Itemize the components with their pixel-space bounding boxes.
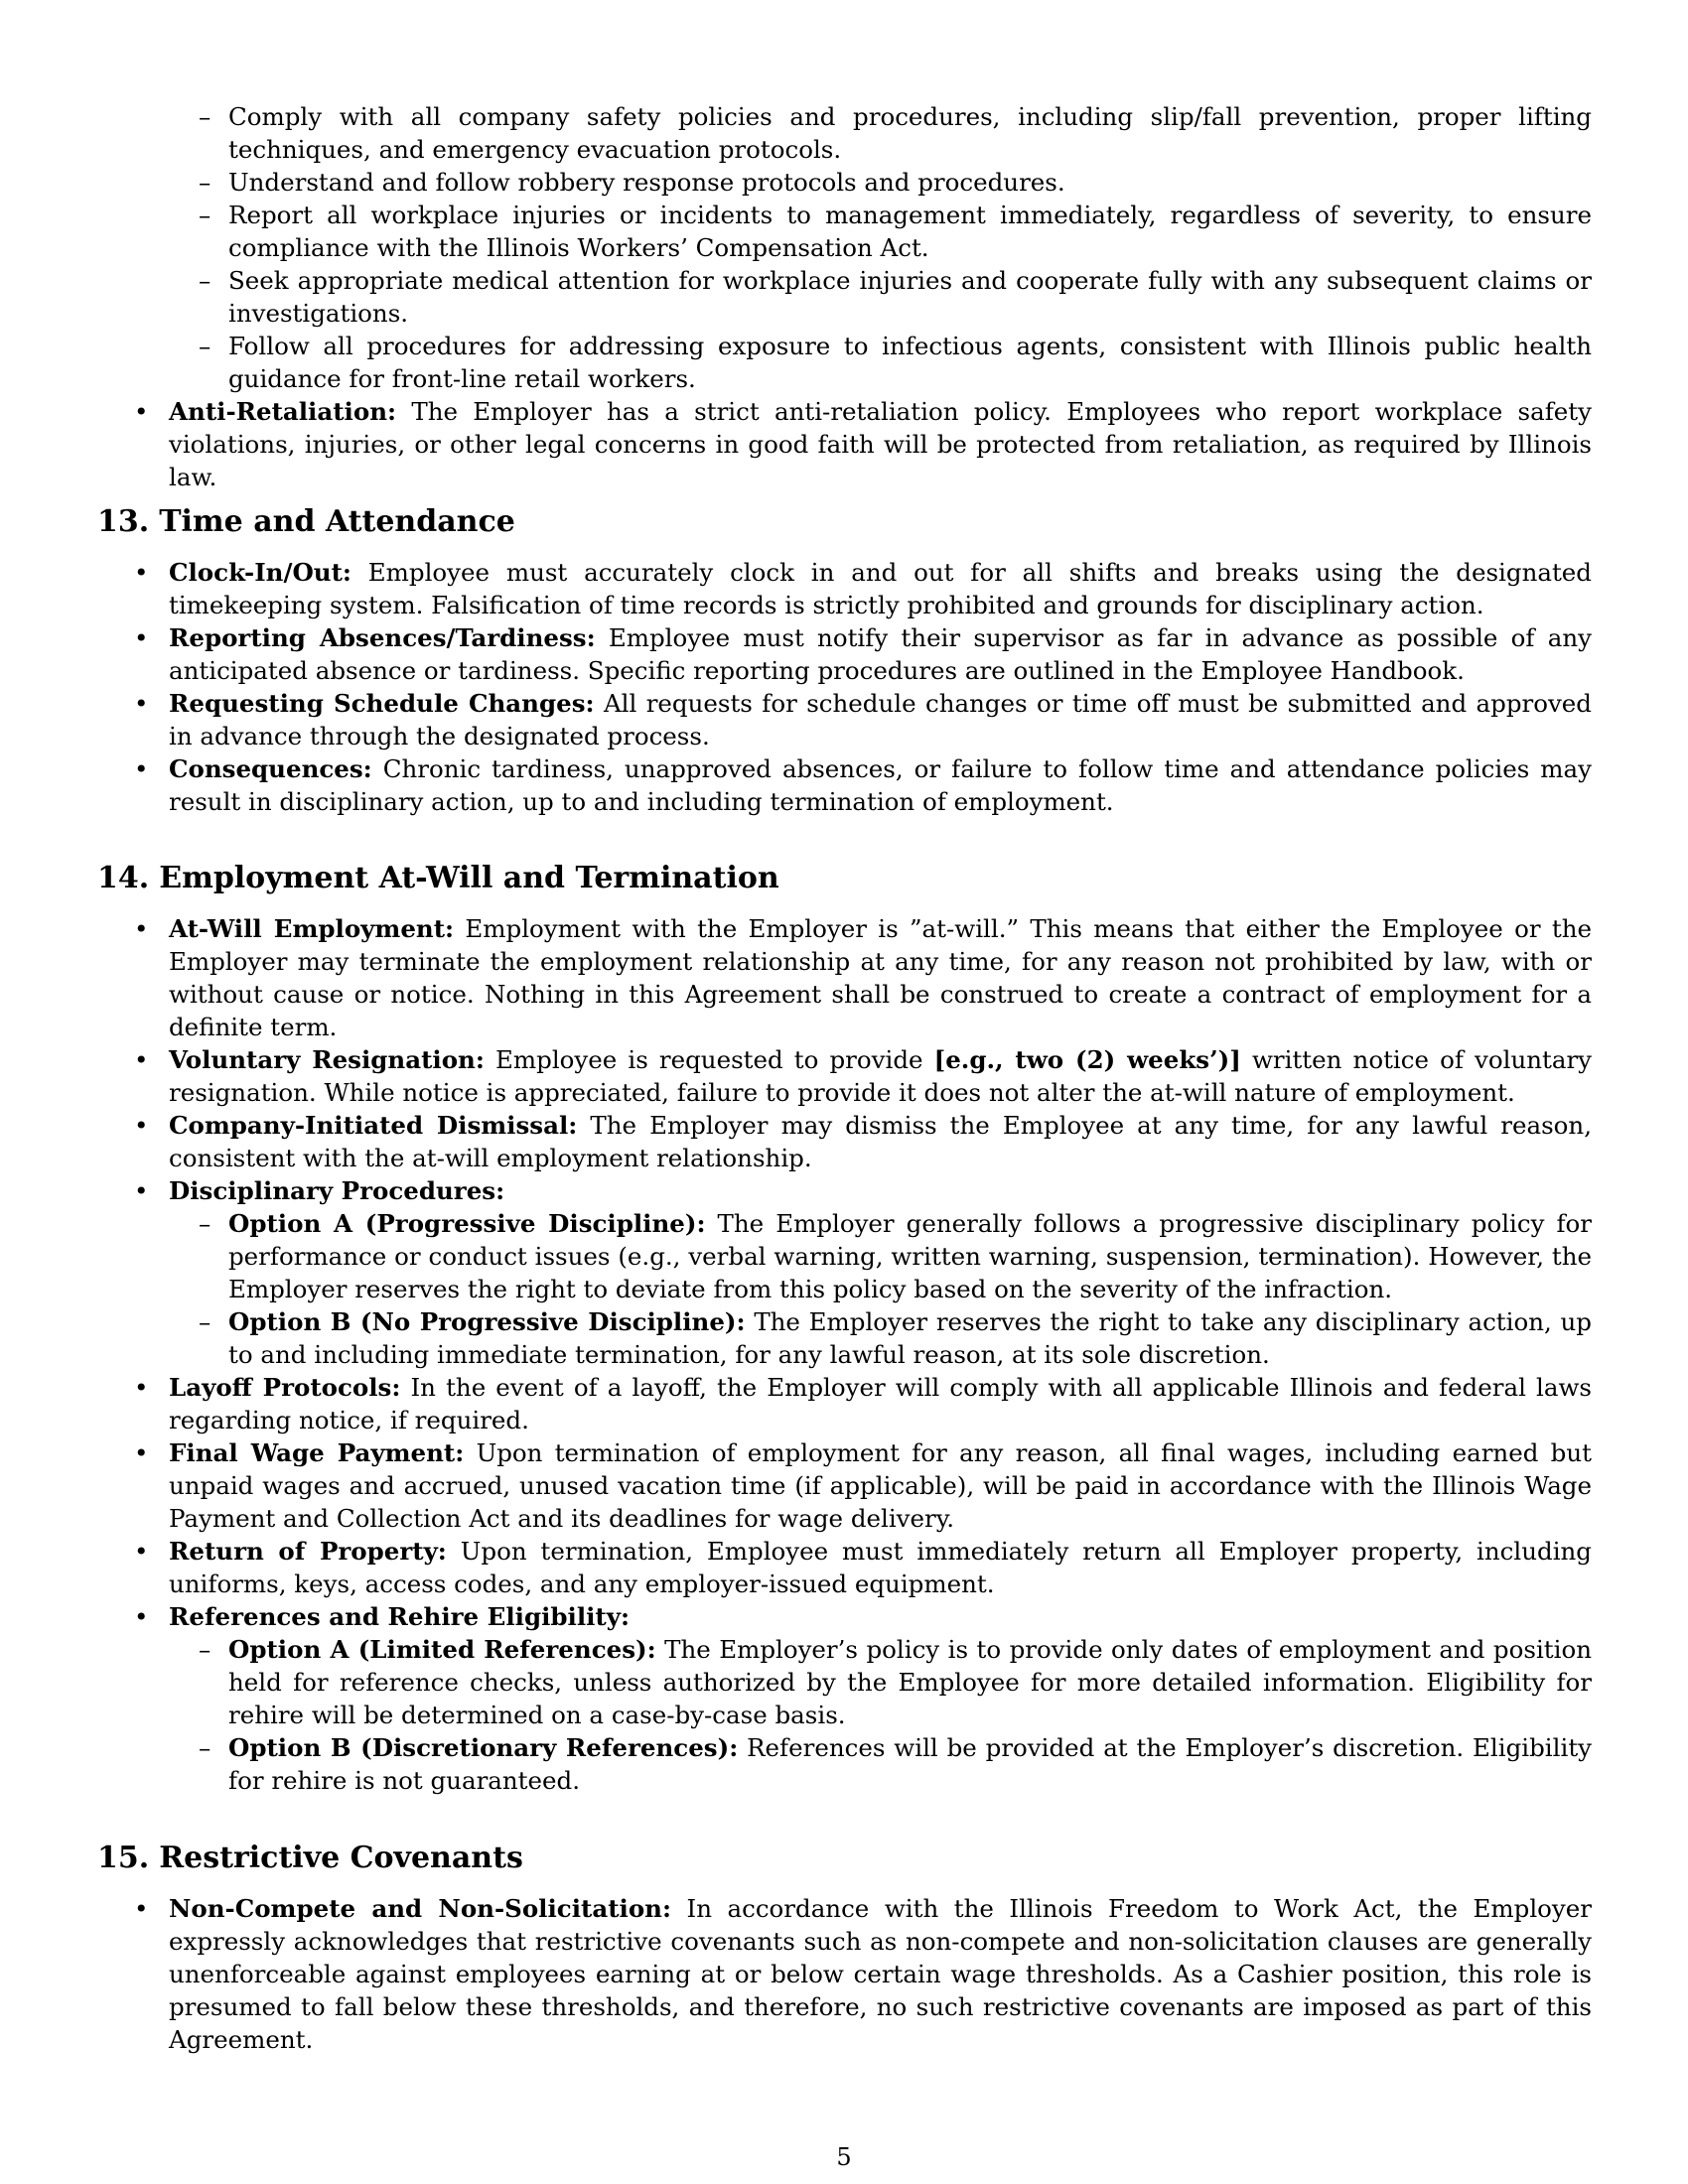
safety-subitem: – Seek appropriate medical attention for workplace injuries and cooperate fully with any subsequent claims or investigations. <box>169 264 1592 330</box>
item-label: Reporting Absences/Tardiness: <box>169 623 596 652</box>
item-label: Non-Compete and Non-Solicitation: <box>169 1894 672 1923</box>
item-text: All requests for schedule changes or time off must be submitted and approved in advance through the designated process. <box>169 689 1592 751</box>
section-13 <box>97 502 1592 818</box>
option-text: The Employer’s policy is to provide only dates of employment and position held for reference checks, unless authorized by the Employee for more detailed information. Eligibility for rehire will be determined on a case-by-case basis. <box>228 1635 1592 1729</box>
section-heading <box>97 502 1592 542</box>
section-15 <box>97 1839 1592 2056</box>
option-label: Option A (Limited References): <box>228 1635 656 1664</box>
list-item <box>97 1436 1592 1535</box>
option-item <box>169 1633 1592 1731</box>
list-item <box>97 752 1592 818</box>
item-text: Employment with the Employer is ”at-will.” This means that either the Employee or the Employer may terminate the employment relationship at any time, for any reason not prohibited by law, with or without cause or notice. Nothing in this Agreement shall be construed to create a contract of employment for a definite term. <box>169 914 1592 1041</box>
item-text: Employee must accurately clock in and out for all shifts and breaks using the designated timekeeping system. Falsification of time records is strictly prohibited and grounds for disciplinary action. <box>169 558 1592 619</box>
section-number: 15. <box>97 1841 150 1875</box>
safety-subitem: – Understand and follow robbery response protocols and procedures. <box>169 166 1592 199</box>
section-number: 14. <box>97 861 150 895</box>
list-item <box>97 1109 1592 1174</box>
option-label: Option A (Progressive Discipline): <box>228 1209 706 1238</box>
item-label: Requesting Schedule Changes: <box>169 689 595 718</box>
item-text: The Employer has a strict anti-retaliation policy. Employees who report workplace safety violations, injuries, or other legal concerns in good faith will be protected from retaliation, as required by Illinois law. <box>169 397 1592 491</box>
item-label: Consequences: <box>169 754 372 783</box>
list-item <box>97 1174 1592 1371</box>
section-number: 13. <box>97 504 150 539</box>
safety-subitem: – Comply with all company safety policies and procedures, including slip/fall prevention, proper lifting techniques, and emergency evacuation protocols. <box>169 100 1592 166</box>
section-heading <box>97 1839 1592 1878</box>
list-item <box>97 912 1592 1043</box>
page-number: 5 <box>836 2143 852 2171</box>
item-text: Chronic tardiness, unapproved absences, or failure to follow time and attendance policies may result in disciplinary action, up to and including termination of employment. <box>169 754 1592 816</box>
list-item <box>97 621 1592 687</box>
item-label: Return of Property: <box>169 1537 447 1566</box>
section-heading <box>97 859 1592 898</box>
item-label: Voluntary Resignation: <box>169 1045 485 1074</box>
item-text: In accordance with the Illinois Freedom to Work Act, the Employer expressly acknowledges that restrictive covenants such as non-compete and non-solicitation clauses are generally unenforceable against employees earning at or below certain wage thresholds. As a Cashier position, this role is presumed to fall below these thresholds, and therefore, no such restrictive covenants are imposed as part of this Agreement. <box>169 1894 1592 2054</box>
item-label: Company-Initiated Dismissal: <box>169 1111 578 1140</box>
list-item <box>97 1043 1592 1109</box>
safety-subitem: – Report all workplace injuries or incidents to management immediately, regardless of severity, to ensure compliance with the Illinois Workers’ Compensation Act. <box>169 199 1592 264</box>
item-text: written notice of voluntary resignation. While notice is appreciated, failure to provide it does not alter the at-will nature of employment. <box>169 1045 1593 1107</box>
option-item <box>169 1305 1592 1371</box>
section-title: Restrictive Covenants <box>159 1841 523 1875</box>
anti-retaliation-item <box>97 395 1592 493</box>
safety-subitem: – Follow all procedures for addressing exposure to infectious agents, consistent with Illinois public health guidance for front-line retail workers. <box>169 330 1592 395</box>
option-text: References will be provided at the Employer’s discretion. Eligibility for rehire is not guaranteed. <box>228 1733 1593 1795</box>
option-label: Option B (Discretionary References): <box>228 1733 739 1762</box>
list-item <box>97 687 1592 752</box>
option-item <box>169 1207 1592 1305</box>
section-title: Time and Attendance <box>159 504 515 539</box>
section-14 <box>97 859 1592 1797</box>
item-label: Clock-In/Out: <box>169 558 352 587</box>
item-label: At-Will Employment: <box>169 914 455 943</box>
option-item <box>169 1731 1592 1797</box>
item-text: Upon termination, Employee must immediately return all Employer property, including uniforms, keys, access codes, and any employer-issued equipment. <box>169 1537 1592 1598</box>
item-label: Anti-Retaliation: <box>169 397 397 426</box>
list-item <box>97 556 1592 621</box>
list-item <box>97 1892 1592 2056</box>
section-title: Employment At-Will and Termination <box>159 861 779 895</box>
list-item <box>97 1600 1592 1797</box>
item-text: Employee is requested to provide <box>484 1045 934 1074</box>
item-text: The Employer may dismiss the Employee at any time, for any lawful reason, consistent with the at-will employment relationship. <box>169 1111 1592 1172</box>
item-label: Layoff Protocols: <box>169 1373 401 1402</box>
safety-continuation <box>97 100 1592 493</box>
safety-subitems-container <box>97 100 1592 395</box>
item-text: Upon termination of employment for any reason, all final wages, including earned but unpaid wages and accrued, unused vacation time (if applicable), will be paid in accordance with the Illinois Wage Payment and Collection Act and its deadlines for wage delivery. <box>169 1438 1592 1533</box>
list-item <box>97 1535 1592 1600</box>
list-item <box>97 1371 1592 1436</box>
item-label: Final Wage Payment: <box>169 1438 465 1467</box>
option-text: The Employer reserves the right to take any disciplinary action, up to and including immediate termination, for any lawful reason, at its sole discretion. <box>228 1307 1592 1369</box>
option-label: Option B (No Progressive Discipline): <box>228 1307 746 1336</box>
item-label: References and Rehire Eligibility: <box>169 1602 631 1631</box>
item-text: Employee must notify their supervisor as far in advance as possible of any anticipated absence or tardiness. Specific reporting procedures are outlined in the Employee Handbook. <box>169 623 1592 685</box>
placeholder-notice-period: [e.g., two (2) weeks’)] <box>933 1045 1241 1074</box>
option-text: The Employer generally follows a progressive disciplinary policy for performance or conduct issues (e.g., verbal warning, written warning, suspension, termination). However, the Employer reserves the right to deviate from this policy based on the severity of the infraction. <box>228 1209 1592 1303</box>
item-label: Disciplinary Procedures: <box>169 1176 505 1205</box>
item-text: In the event of a layoff, the Employer will comply with all applicable Illinois and federal laws regarding notice, if required. <box>169 1373 1592 1434</box>
